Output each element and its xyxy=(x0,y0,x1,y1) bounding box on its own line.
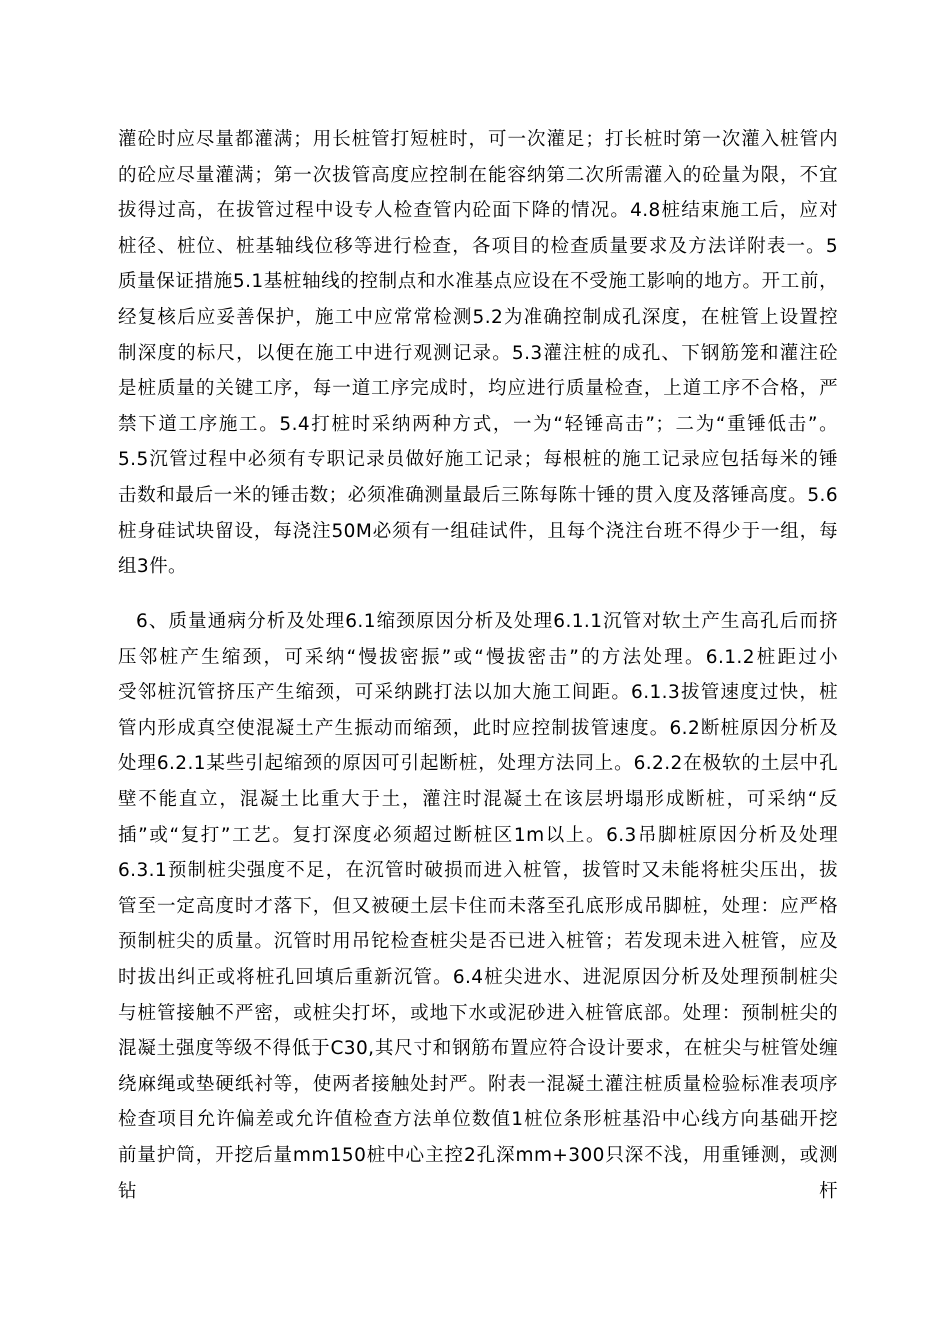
text-line: 的砼应尽量灌满；第一次拔管高度应控制在能容纳第二次所需灌入的砼量为限，不宜 xyxy=(118,164,838,186)
text-line: 插”或“复打”工艺。复打深度必须超过断桩区1m以上。6.3吊脚桩原因分析及处理 xyxy=(118,824,838,846)
text-line: 6.3.1预制桩尖强度不足，在沉管时破损而进入桩管，拔管时又未能将桩尖压出，拔 xyxy=(118,860,838,882)
text-line: 与桩管接触不严密，或桩尖打坏，或地下水或泥砂进入桩管底部。处理：预制桩尖的 xyxy=(118,1002,838,1024)
text-line: 经复核后应妥善保护，施工中应常常检测5.2为准确控制成孔深度，在桩管上设置控 xyxy=(118,306,838,328)
text-line: 击数和最后一米的锤击数；必须准确测量最后三陈每陈十锤的贯入度及落锤高度。5.6 xyxy=(118,484,838,506)
text-line: 拔得过高，在拔管过程中设专人检查管内砼面下降的情况。4.8桩结束施工后，应对 xyxy=(118,200,838,222)
text-line: 受邻桩沉管挤压产生缩颈，可采纳跳打法以加大施工间距。6.1.3拔管速度过快，桩 xyxy=(118,682,838,704)
text-line: 混凝土强度等级不得低于C30,其尺寸和钢筋布置应符合设计要求，在桩尖与桩管处缠 xyxy=(118,1038,838,1060)
text-line: 前量护筒，开挖后量mm150桩中心主控2孔深mm+300只深不浅，用重锤测，或测钻杆 xyxy=(118,1144,838,1202)
text-line: 管至一定高度时才落下，但又被硬土层卡住而未落至孔底形成吊脚桩，处理：应严格 xyxy=(118,895,838,917)
text-line: 6、质量通病分析及处理6.1缩颈原因分析及处理6.1.1沉管对软土产生高孔后而挤 xyxy=(136,611,838,632)
text-line: 桩身硅试块留设，每浇注50M必须有一组硅试件，且每个浇注台班不得少于一组，每 xyxy=(118,520,838,542)
text-line: 质量保证措施5.1基桩轴线的控制点和水准基点应设在不受施工影响的地方。开工前， xyxy=(118,271,838,293)
text-line: 绕麻绳或垫硬纸衬等，使两者接触处封严。附表一混凝土灌注桩质量检验标准表项序 xyxy=(118,1073,838,1095)
text-line: 桩径、桩位、桩基轴线位移等进行检查，各项目的检查质量要求及方法详附表一。5 xyxy=(118,235,838,257)
text-line: 组3件。 xyxy=(118,556,187,578)
text-line: 检查项目允许偏差或允许值检查方法单位数值1桩位条形桩基沿中心线方向基础开挖 xyxy=(118,1109,838,1131)
text-line: 时拔出纠正或将桩孔回填后重新沉管。6.4桩尖进水、进泥原因分析及处理预制桩尖 xyxy=(118,966,838,988)
text-line: 5.5沉管过程中必须有专职记录员做好施工记录；每根桩的施工记录应包括每米的锤 xyxy=(118,449,838,471)
text-line: 管内形成真空使混凝土产生振动而缩颈，此时应控制拔管速度。6.2断桩原因分析及 xyxy=(118,717,838,739)
text-line: 灌砼时应尽量都灌满；用长桩管打短桩时，可一次灌足；打长桩时第一次灌入桩管内 xyxy=(118,129,838,150)
paragraph-quality-assurance xyxy=(118,122,838,585)
text-line: 压邻桩产生缩颈，可采纳“慢拔密振”或“慢拔密击”的方法处理。6.1.2桩距过小 xyxy=(118,646,838,668)
text-line: 壁不能直立，混凝土比重大于土，灌注时混凝土在该层坍塌形成断桩，可采纳“反 xyxy=(118,788,838,810)
text-line: 预制桩尖的质量。沉管时用吊铊检查桩尖是否已进入桩管；若发现未进入桩管，应及 xyxy=(118,931,838,953)
text-line: 是桩质量的关键工序，每一道工序完成时，均应进行质量检查，上道工序不合格，严 xyxy=(118,378,838,400)
text-line: 禁下道工序施工。5.4打桩时采纳两种方式，一为“轻锤高击”；二为“重锤低击”。 xyxy=(118,413,838,435)
paragraph-quality-defects xyxy=(118,604,838,1202)
text-line: 处理6.2.1某些引起缩颈的原因可引起断桩，处理方法同上。6.2.2在极软的土层中孔 xyxy=(118,753,838,775)
text-line: 制深度的标尺，以便在施工中进行观测记录。5.3灌注桩的成孔、下钢筋笼和灌注砼 xyxy=(118,342,838,364)
